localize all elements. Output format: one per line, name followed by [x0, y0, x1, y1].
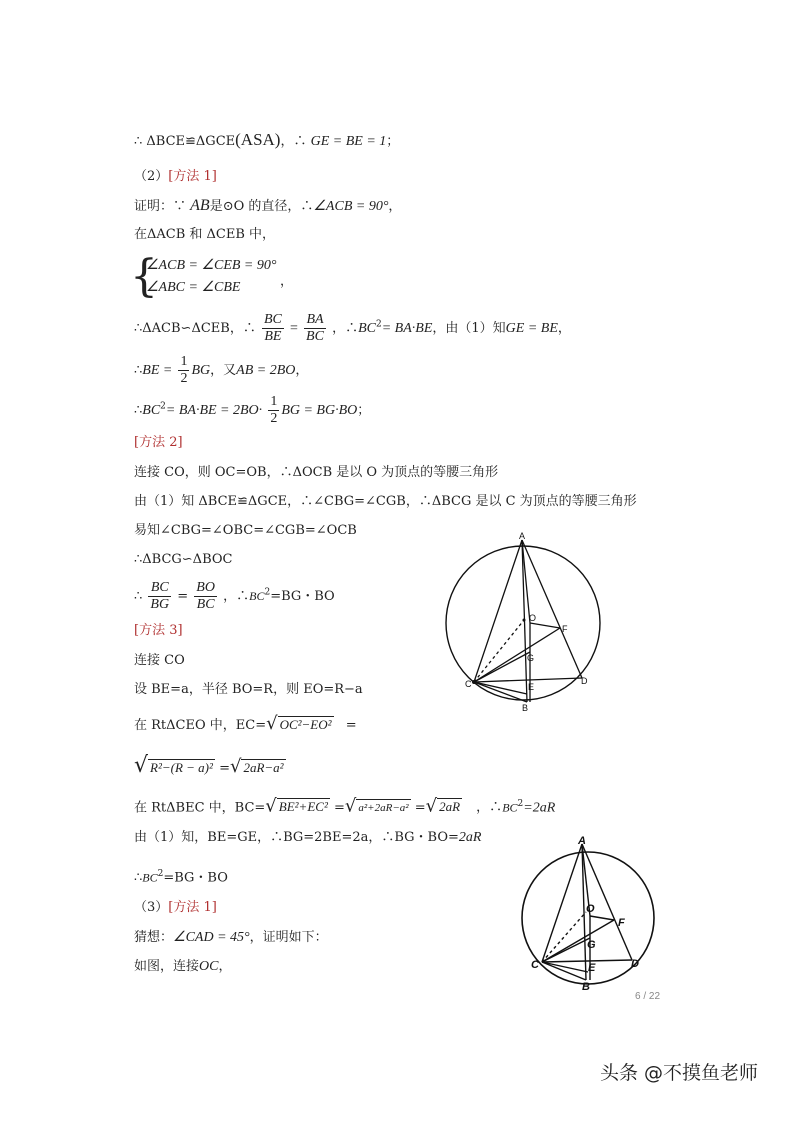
label-g: G: [587, 939, 596, 951]
numerator: BC: [148, 580, 171, 597]
math-seg: BC: [142, 870, 158, 885]
label-o: O: [529, 613, 537, 623]
triangles-intro: [134, 226, 275, 244]
text-seg: 如图，连接: [134, 959, 200, 974]
fraction: [148, 580, 171, 613]
label-g: G: [527, 653, 535, 663]
denominator: BC: [306, 329, 324, 344]
text-seg: 证明：∵: [134, 199, 191, 214]
text-seg: ，: [295, 363, 309, 378]
equals: =: [290, 321, 298, 336]
text-seg: ，: [388, 199, 402, 214]
part-2-heading: [134, 168, 217, 186]
similar-triangles-line: [134, 312, 571, 345]
radicand: OC²−EO²: [279, 717, 332, 732]
text-seg: ∴ΔACB∽ΔCEB，∴: [134, 321, 256, 336]
text-seg: ∴: [134, 589, 143, 604]
label-c: C: [465, 679, 472, 689]
numerator: BC: [263, 312, 282, 327]
label-c: C: [531, 959, 539, 971]
exponent: 2: [264, 587, 271, 598]
text-seg: ，证明如下：: [249, 930, 328, 945]
exponent: 2: [517, 799, 524, 809]
method-3-bg-bo-line: [134, 829, 481, 847]
fraction: [194, 580, 217, 613]
text-seg: 易知∠CBG=∠OBC=∠CGB=∠OCB: [134, 523, 357, 538]
equals: =: [219, 761, 230, 776]
denominator: 2: [270, 411, 278, 426]
text-seg: 连接 CO，则 OC=OB，∴ΔOCB 是以 O 为顶点的等腰三角形: [134, 465, 499, 480]
method-3-line-1: [134, 652, 185, 670]
label-e: E: [528, 682, 535, 692]
radical-sign: √: [344, 795, 357, 817]
equals: =: [177, 589, 189, 604]
label-f: F: [562, 624, 568, 634]
text-seg: (ASA): [235, 130, 281, 149]
text-seg: ∴: [134, 870, 143, 886]
method-2-heading: [134, 434, 183, 452]
math-seg: ∠ABC = ∠CBE: [146, 280, 241, 295]
geometry-figure-1: [440, 530, 620, 715]
method-3-bc-line: [134, 795, 555, 817]
method-3-ec-line: [134, 715, 357, 735]
math-seg: BG = BG·BO: [281, 403, 358, 418]
radicand: BE²+EC²: [278, 799, 328, 815]
math-seg: BC: [142, 403, 161, 418]
text-seg: 是⊙O 的直径，∴: [209, 199, 314, 214]
label-e: E: [588, 962, 596, 974]
method-label: [方法 1]: [168, 900, 217, 915]
text-seg: ，: [218, 959, 232, 974]
radicand: R²−(R − a)²: [150, 760, 213, 775]
system-brace: {: [130, 251, 158, 302]
method-label: [方法 1]: [168, 169, 217, 184]
text-seg: 由（1）知 ΔBCE≌ΔGCE，∴∠CBG=∠CGB，∴ΔBCG 是以 C 为顶点的等腰三角形: [134, 494, 637, 509]
text-seg: ∴ΔBCG∽ΔBOC: [134, 552, 233, 567]
line-conclusion-1: [134, 131, 399, 151]
label-a: A: [519, 531, 526, 541]
math-seg: AB: [190, 197, 210, 214]
label-d: D: [631, 958, 639, 970]
method-3-heading: [134, 622, 183, 640]
text-seg: =BG・BO: [270, 589, 335, 604]
text-seg: 在ΔACB 和 ΔCEB 中，: [134, 227, 276, 242]
math-seg: GE = BE = 1: [310, 134, 387, 149]
text-seg: ，∴: [223, 589, 250, 604]
text-seg: ，: [557, 321, 571, 336]
text-seg: ，又: [210, 363, 237, 378]
text-seg: ；: [386, 134, 400, 149]
numerator: 1: [180, 354, 188, 369]
part-number: （3）: [134, 900, 169, 915]
part-number: （2）: [134, 169, 169, 184]
text-seg: 在 RtΔBEC 中，BC=: [134, 800, 266, 816]
radicand: a²+2aR−a²: [356, 799, 410, 816]
numerator: 1: [270, 394, 278, 409]
text-seg: ∴: [134, 403, 143, 418]
math-seg: 2aR: [458, 830, 482, 845]
method-3-ec-value: [134, 753, 286, 778]
text-seg: ，∴: [332, 321, 359, 336]
math-seg: GE = BE: [505, 321, 558, 336]
math-seg: OC: [199, 959, 219, 974]
numerator: BO: [196, 580, 215, 595]
conjecture-line: [134, 929, 328, 947]
method-2-line-3: [134, 522, 357, 540]
method-2-line-4: [134, 551, 232, 569]
label-f: F: [618, 917, 625, 929]
system-row-1: [146, 257, 276, 275]
text-seg: ，∴: [476, 800, 503, 816]
math-seg: ∠ACB = ∠CEB = 90°: [146, 258, 277, 273]
math-seg: ∠ACB = 90°: [313, 199, 389, 214]
text-seg: ，∴: [280, 134, 311, 149]
method-3-line-2: [134, 681, 363, 699]
fraction: [178, 354, 189, 387]
denominator: BE: [264, 329, 282, 344]
numerator: BA: [304, 312, 326, 329]
denominator: 2: [180, 371, 188, 386]
connect-oc-line: [134, 958, 231, 976]
math-seg: BC: [502, 800, 518, 815]
proof-line-diameter: [134, 197, 401, 216]
method-label: [方法 2]: [134, 435, 183, 450]
math-seg: BG: [191, 363, 211, 378]
math-seg: =2aR: [523, 800, 556, 816]
system-row-2: [146, 279, 240, 297]
math-seg: = BA·BE = 2BO·: [165, 403, 263, 418]
radicand: 2aR−a²: [243, 760, 284, 775]
method-2-line-2: [134, 493, 637, 511]
exponent: 2: [160, 401, 166, 412]
text-seg: ∴ ΔBCE≌ΔGCE: [134, 134, 236, 149]
denominator: BC: [196, 597, 215, 612]
radical-sign: √: [266, 713, 278, 734]
system-tail: [280, 273, 293, 291]
text-seg: 在 RtΔCEO 中，EC=: [134, 718, 267, 733]
text-seg: 由（1）知，BE=GE，∴BG=2BE=2a，∴BG・BO=: [134, 830, 459, 845]
exponent: 2: [157, 869, 164, 879]
math-seg: = BA·BE: [381, 321, 433, 336]
part-3-heading: [134, 899, 217, 917]
math-seg: BE =: [142, 363, 173, 378]
label-o: O: [586, 903, 595, 915]
exponent: 2: [375, 319, 382, 330]
radicand: 2aR: [439, 799, 461, 815]
text-seg: ，: [280, 274, 294, 289]
page-number: 6 / 22: [635, 991, 661, 1002]
math-seg: BC: [358, 321, 376, 336]
geometry-figure-2: [514, 834, 664, 994]
equals: =: [333, 800, 345, 816]
method-2-ratio-line: [134, 580, 335, 613]
method-2-line-1: [134, 464, 498, 482]
text-seg: ；: [357, 403, 371, 418]
radical-sign: √: [134, 753, 149, 778]
source-watermark: 头条 @不摸鱼老师: [600, 1062, 759, 1084]
text-seg: ，由（1）知: [432, 321, 506, 336]
label-a: A: [578, 835, 586, 847]
bc-squared-line: [134, 394, 370, 427]
denominator: BG: [150, 597, 170, 612]
text-seg: 连接 CO: [134, 653, 185, 668]
math-seg: BC: [249, 589, 265, 603]
equals: =: [414, 800, 426, 816]
text-seg: 猜想：: [134, 930, 174, 945]
label-d: D: [581, 676, 588, 686]
math-seg: ∠CAD = 45°: [173, 930, 250, 945]
be-half-bg-line: [134, 354, 308, 387]
method-label: [方法 3]: [134, 623, 183, 638]
radical-sign: √: [265, 795, 277, 817]
radical-sign: √: [229, 756, 242, 777]
equals: =: [345, 718, 357, 733]
label-b: B: [582, 981, 590, 993]
method-3-conclusion: [134, 865, 228, 887]
text-seg: 设 BE=a，半径 BO=R，则 EO=R−a: [134, 682, 363, 697]
text-seg: =BG・BO: [163, 870, 228, 886]
math-seg: AB = 2BO: [236, 363, 296, 378]
fraction: [262, 312, 284, 345]
label-b: B: [522, 703, 529, 713]
fraction: [268, 394, 279, 427]
fraction: [304, 312, 326, 345]
radical-sign: √: [425, 795, 438, 817]
text-seg: ∴: [134, 363, 143, 378]
